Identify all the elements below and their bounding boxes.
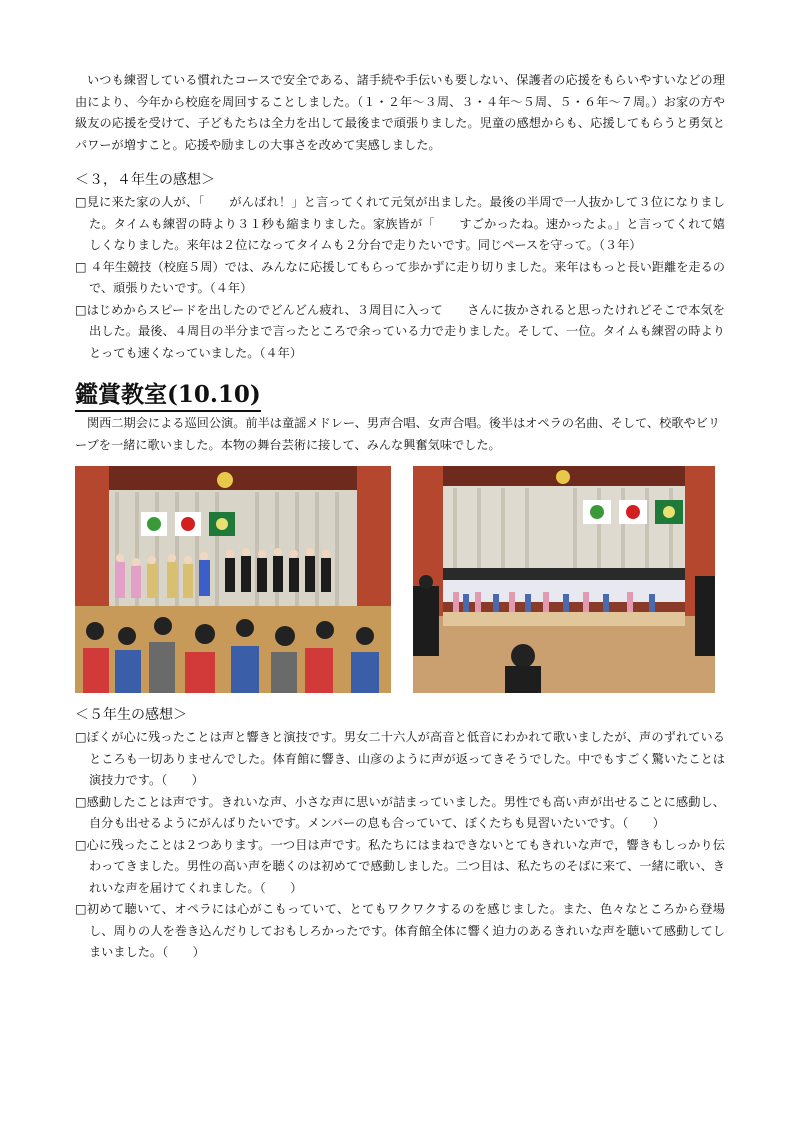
grade5-comment: □感動したことは声です。きれいな声、小さな声に思いが詰まっていました。男性でも高い声が出せることに感動し、自分も出せるようにがんばりたいです。メンバーの息も合っていて、ぼくたちも見習いたいです。（ ）: [75, 794, 725, 830]
grade34-heading: ＜３，４年生の感想＞: [75, 172, 215, 188]
grade34-comment: □ ４年生競技（校庭５周）では、みんなに応援してもらって歩かずに走り切りました。来年はもっと長い距離を走るので、頑張りたいです。（４年）: [75, 259, 725, 295]
grade34-comment: □はじめからスピードを出したのでどんどん疲れ、３周目に入って さんに抜かされると思ったけれどそこで本気を出した。最後、４周目の半分まで言ったところで余っている力で走りました。そして、一位。タイムも練習の時よりとっても速くなっていました。（４年）: [75, 302, 725, 360]
grade34-section: [75, 168, 725, 364]
grade5-comment: □ぼくが心に残ったことは声と響きと演技です。男女二十六人が高音と低音にわかれて歌いましたが、声のずれているところも一切ありませんでした。体育館に響き、山彦のように声が返ってきそうでした。中でもすごく驚いたことは演技力です。（ ）: [75, 730, 725, 787]
intro-section: [75, 70, 725, 156]
concert-lead-paragraph: 関西二期会による巡回公演。前半は童謡メドレー、男声合唱、女声合唱。後半はオペラの名曲、そして、校歌やビリーブを一緒に歌いました。本物の舞台芸術に接して、みんな興奮気味でした。: [75, 416, 721, 452]
concert-photo-students: [413, 466, 715, 693]
grade5-comment: □心に残ったことは２つあります。一つ目は声です。私たちにはまねできないとてもきれいな声で，響きもしっかり伝わってきました。男性の高い声を聴くのは初めてで感動しました。二つ目は、私たちのそばに来て、一緒に歌い、きれいな声を届けてくれました。（ ）: [75, 837, 725, 895]
grade5-comment: □初めて聴いて、オペラには心がこもっていて、とてもワクワクするのを感じました。また、色々なところから登場し、周りの人を巻き込んだりしておもしろかったです。体育館全体に響く迫力のあるきれいな声を聴いて感動してしまいました。（ ）: [75, 902, 725, 959]
grade5-section: [75, 703, 725, 964]
concert-photo-performers: [75, 466, 391, 693]
section-title: 鑑賞教室(10.10): [75, 380, 261, 412]
grade5-heading: ＜５年生の感想＞: [75, 707, 187, 723]
grade34-comment: □見に来た家の人が、「 がんばれ！」と言ってくれて元気が出ました。最後の半周で一人抜かして３位になりました。タイムも練習の時より３１秒も縮まりました。家族皆が「 すごかったね。速かったよ。」と言ってくれて嬉しくなりました。来年は２位になってタイムも２分台で走りたいです。同じペースを守って。（３年）: [75, 195, 725, 252]
intro-paragraph: いつも練習している慣れたコースで安全である、諸手続や手伝いも要しない、保護者の応援をもらいやすいなどの理由により、今年から校庭を周回することしました。（１・２年〜３周、３・４年〜５周、５・６年〜７周。）お家の方や級友の応援を受けて、子どもたちは全力を出して最後まで頑張りました。児童の感想からも、応援してもらうと勇気とパワーが増すこと。応援や励ましの大事さを改めて実感しました。: [75, 73, 725, 152]
concert-lead: [75, 413, 725, 456]
